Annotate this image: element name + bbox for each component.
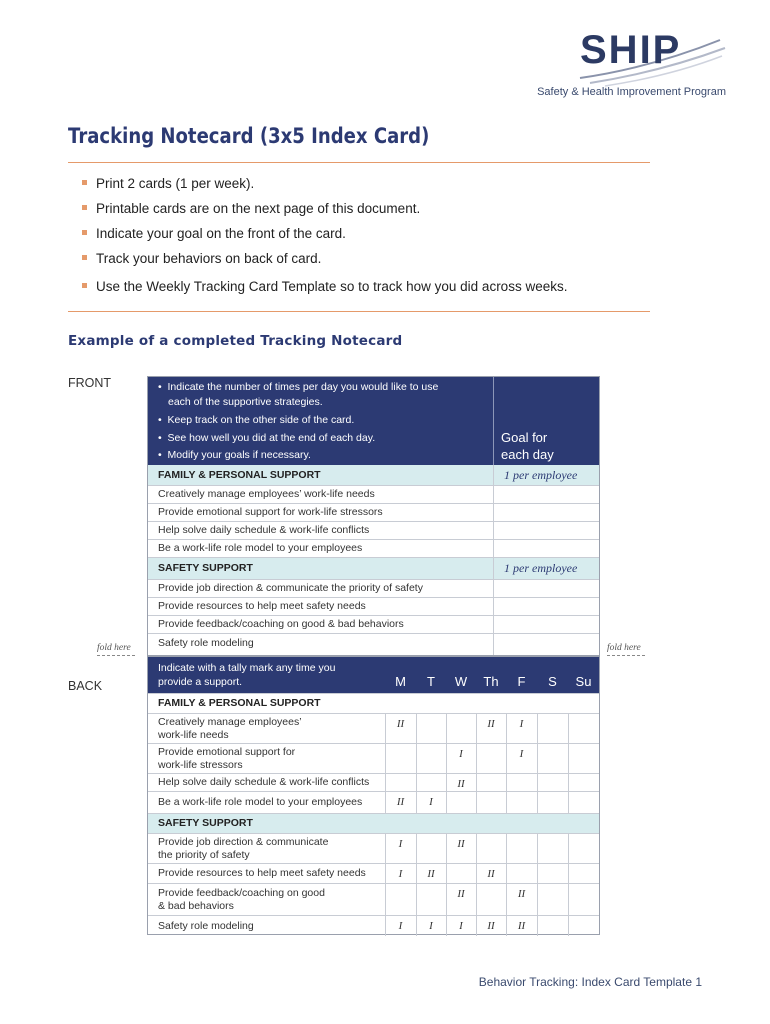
tally-cell[interactable]: II (396, 718, 405, 730)
front-label: FRONT (68, 376, 112, 390)
tally-cell[interactable] (385, 884, 416, 915)
list-item-text: Modify your goals if necessary. (167, 449, 311, 461)
tally-cell[interactable]: II (517, 920, 526, 932)
tally-cell[interactable]: II (487, 920, 495, 932)
column-divider (493, 465, 494, 485)
table-row (148, 863, 599, 883)
column-divider (493, 377, 494, 465)
tally-cell[interactable]: I (398, 920, 403, 932)
tally-cell[interactable]: II (457, 838, 465, 850)
logo-subtitle: Safety & Health Improvement Program (537, 86, 726, 98)
strategy-label-line: & bad behaviors (158, 899, 234, 912)
fold-line-left (97, 655, 135, 656)
back-instructions (158, 661, 335, 689)
strategy-label-line: work-life stressors (158, 758, 243, 771)
table-row (148, 883, 599, 915)
tally-cell[interactable]: II (517, 888, 526, 900)
table-row (148, 485, 599, 503)
tally-cell[interactable] (568, 834, 599, 863)
list-item (168, 396, 323, 408)
list-item (82, 201, 420, 216)
example-heading: Example of a completed Tracking Notecard (68, 333, 403, 349)
bullet-square-icon (82, 180, 87, 185)
list-item-text: Print 2 cards (1 per week). (96, 176, 255, 191)
tally-cell[interactable]: I (519, 718, 524, 730)
tally-cell[interactable] (568, 864, 599, 883)
column-divider (493, 486, 494, 503)
strategy-label-line: the priority of safety (158, 848, 250, 861)
front-card (147, 376, 600, 656)
column-divider (493, 580, 494, 597)
table-row (148, 579, 599, 597)
table-row (148, 833, 599, 863)
tally-cell[interactable] (568, 774, 599, 791)
tally-cell[interactable] (568, 714, 599, 743)
fold-label-right: fold here (607, 643, 641, 653)
list-item-text: Printable cards are on the next page of this document. (96, 201, 421, 216)
title-divider (68, 162, 650, 163)
tally-cell[interactable]: II (457, 888, 465, 900)
day-header-w: W (454, 673, 468, 689)
table-row (148, 615, 599, 633)
tally-cell[interactable] (537, 916, 568, 936)
logo-wordmark: SHIP (580, 28, 682, 72)
back-card (147, 656, 600, 935)
list-item: • See how well you did at the end of each day. (158, 432, 376, 444)
tally-cell[interactable]: I (398, 838, 403, 850)
strategy-label-line: Provide emotional support for (158, 746, 296, 758)
tally-cell[interactable] (476, 774, 506, 791)
list-item-text: See how well you did at the end of each day. (167, 432, 376, 444)
list-item: • Modify your goals if necessary. (158, 449, 311, 461)
fold-line-right (607, 655, 645, 656)
list-item: • Indicate the number of times per day you would like to use (158, 381, 439, 393)
bullet-square-icon (82, 255, 87, 260)
strategy-label: Provide emotional support for work-life stressors (158, 506, 383, 519)
tally-cell[interactable] (476, 744, 506, 773)
column-divider (493, 522, 494, 539)
tally-cell[interactable] (568, 744, 599, 773)
tally-cell[interactable] (446, 792, 476, 813)
tally-cell[interactable]: II (487, 718, 495, 730)
tally-cell[interactable]: II (487, 868, 495, 880)
strategy-label-line: Help solve daily schedule & work-life conflicts (158, 776, 370, 789)
list-item (82, 251, 321, 266)
list-item-text: Track your behaviors on back of card. (96, 251, 322, 266)
day-header-t: T (427, 673, 435, 689)
column-divider (493, 504, 494, 521)
tally-cell[interactable] (537, 714, 568, 743)
strategy-label (148, 916, 385, 936)
tally-cell[interactable]: II (457, 778, 465, 790)
table-row (148, 743, 599, 773)
tally-cell[interactable] (506, 864, 537, 883)
goal-value[interactable]: 1 per employee (504, 561, 578, 575)
tally-cell[interactable] (476, 792, 506, 813)
bullet-square-icon (82, 283, 87, 288)
strategy-label-line: Be a work-life role model to your employees (158, 796, 363, 809)
list-item (82, 279, 567, 294)
day-header-su: Su (575, 673, 592, 689)
tally-cell[interactable] (476, 834, 506, 863)
bullet-square-icon (82, 205, 87, 210)
back-card-header (148, 657, 599, 693)
strategy-label: Help solve daily schedule & work-life conflicts (158, 524, 370, 537)
column-divider (493, 540, 494, 557)
goal-value[interactable]: 1 per employee (504, 467, 578, 482)
tally-cell[interactable] (537, 744, 568, 773)
goal-header (501, 429, 554, 463)
goal-header-line: each day (501, 447, 554, 462)
column-divider (493, 558, 494, 579)
tally-cell[interactable] (416, 714, 446, 743)
list-item (82, 176, 254, 191)
tally-cell[interactable] (537, 864, 568, 883)
tally-cell[interactable]: II (427, 868, 435, 880)
day-header-th: Th (483, 673, 499, 689)
table-row (148, 503, 599, 521)
strategy-label: Safety role modeling (158, 637, 254, 649)
section-title: FAMILY & PERSONAL SUPPORT (158, 697, 321, 710)
tally-cell[interactable]: I (398, 868, 403, 880)
family-section-header (148, 465, 599, 485)
safety-section-header (148, 557, 599, 579)
bullet-square-icon (82, 230, 87, 235)
list-item-text: each of the supportive strategies. (168, 396, 323, 408)
tally-cell[interactable] (537, 834, 568, 863)
table-row (148, 521, 599, 539)
tally-cell[interactable] (476, 884, 506, 915)
strategy-label (148, 744, 385, 773)
strategy-label-line: Provide feedback/coaching on good (158, 887, 325, 899)
strategy-label (148, 834, 385, 863)
tally-cell[interactable]: II (396, 796, 405, 808)
strategy-label (148, 714, 385, 743)
section-title: SAFETY SUPPORT (158, 817, 253, 830)
page-title: Tracking Notecard (3x5 Index Card) (68, 124, 430, 148)
strategy-label-line: Creatively manage employees’ (158, 716, 302, 728)
instruction-line: Indicate with a tally mark any time you (158, 662, 336, 674)
tally-cell[interactable]: I (519, 748, 524, 760)
strategy-label (148, 792, 385, 813)
strategy-label: Provide resources to help meet safety needs (158, 600, 366, 613)
tally-cell[interactable] (506, 774, 537, 791)
table-row (148, 633, 599, 655)
tally-cell[interactable] (537, 774, 568, 791)
strategy-label-line: work-life needs (158, 728, 229, 741)
list-item: • Keep track on the other side of the card. (158, 414, 355, 426)
tally-cell[interactable]: I (429, 796, 433, 808)
day-header-s: S (548, 673, 557, 689)
strategy-label (148, 864, 385, 883)
section-title: SAFETY SUPPORT (158, 562, 253, 575)
column-divider (493, 598, 494, 615)
table-row (148, 773, 599, 791)
goal-header-line: Goal for (501, 430, 548, 445)
strategy-label-line: Safety role modeling (158, 919, 254, 932)
tally-cell[interactable] (537, 884, 568, 915)
strategy-label-line: Provide resources to help meet safety needs (158, 867, 366, 880)
list-divider (68, 311, 650, 312)
tally-cell[interactable]: I (459, 748, 463, 760)
list-item (82, 226, 346, 241)
ship-logo (537, 28, 730, 108)
tally-cell[interactable] (568, 916, 599, 936)
section-title: FAMILY & PERSONAL SUPPORT (158, 468, 321, 481)
tally-cell[interactable] (506, 792, 537, 813)
tally-cell[interactable] (416, 744, 446, 773)
strategy-label: Provide job direction & communicate the priority of safety (158, 582, 423, 595)
tally-cell[interactable] (568, 884, 599, 915)
table-row (148, 791, 599, 813)
tally-cell[interactable] (446, 714, 476, 743)
strategy-label (148, 884, 385, 915)
strategy-label (148, 774, 385, 791)
tally-cell[interactable] (446, 864, 476, 883)
tally-cell[interactable] (568, 792, 599, 813)
table-row (148, 713, 599, 743)
family-section-header (148, 693, 599, 713)
table-row (148, 539, 599, 557)
list-item-text: Indicate your goal on the front of the card. (96, 226, 346, 241)
tally-cell[interactable] (537, 792, 568, 813)
instruction-line: provide a support. (158, 676, 243, 688)
strategy-label: Creatively manage employees’ work-life needs (158, 488, 375, 501)
list-item-text: Keep track on the other side of the card. (167, 414, 355, 426)
column-divider (493, 634, 494, 655)
table-row (148, 597, 599, 615)
tally-cell[interactable] (385, 774, 416, 791)
fold-label-left: fold here (97, 643, 131, 653)
list-item-text: Use the Weekly Tracking Card Template so to track how you did across weeks. (96, 279, 568, 294)
safety-section-header (148, 813, 599, 833)
day-header-m: M (395, 673, 406, 689)
day-header-f: F (517, 673, 526, 689)
tally-cell[interactable] (416, 884, 446, 915)
front-card-header (148, 377, 599, 465)
tally-cell[interactable]: I (429, 920, 433, 932)
table-row (148, 915, 599, 936)
tally-cell[interactable] (416, 834, 446, 863)
tally-cell[interactable] (506, 834, 537, 863)
tally-cell[interactable] (385, 744, 416, 773)
page-footer: Behavior Tracking: Index Card Template 1 (478, 975, 702, 989)
back-label: BACK (68, 679, 103, 693)
column-divider (493, 616, 494, 633)
list-item-text: Indicate the number of times per day you would like to use (167, 381, 439, 393)
strategy-label: Provide feedback/coaching on good & bad behaviors (158, 618, 404, 631)
strategy-label: Be a work-life role model to your employees (158, 542, 363, 555)
tally-cell[interactable] (416, 774, 446, 791)
strategy-label-line: Provide job direction & communicate (158, 836, 329, 848)
tally-cell[interactable]: I (459, 920, 463, 932)
